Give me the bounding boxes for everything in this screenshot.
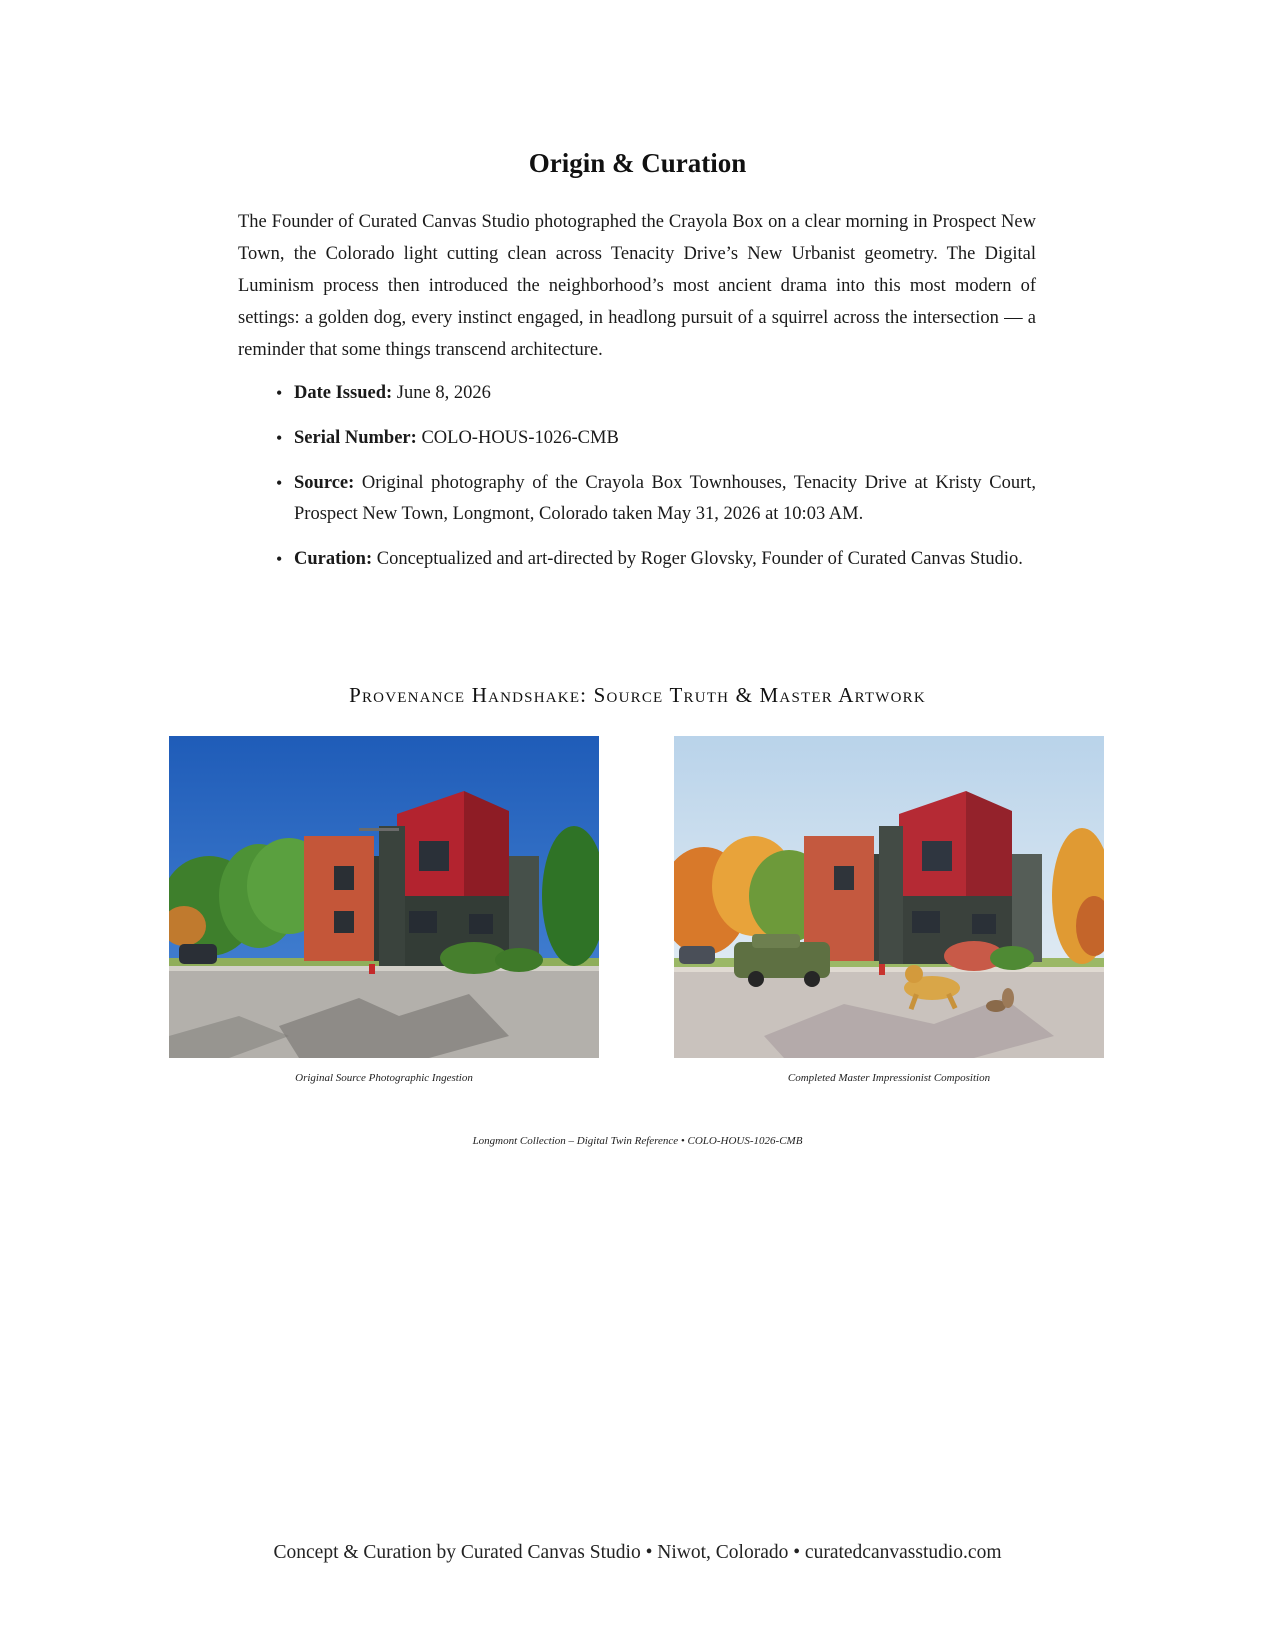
fact-value: June 8, 2026	[396, 383, 491, 403]
master-artwork	[674, 736, 1104, 1058]
fact-date-issued	[294, 378, 1036, 409]
master-artwork-figure	[674, 736, 1104, 1084]
fact-source	[294, 468, 1036, 530]
fact-serial-number	[294, 423, 1036, 454]
fact-label: Curation:	[294, 549, 373, 569]
facts-list	[294, 378, 1036, 589]
fact-label: Serial Number:	[294, 428, 417, 448]
fact-value: Conceptualized and art-directed by Roger Glovsky, Founder of Curated Canvas Studio.	[376, 549, 1023, 569]
source-photo-figure	[169, 736, 599, 1084]
fact-curation	[294, 544, 1036, 575]
source-photo	[169, 736, 599, 1058]
page-title: Origin & Curation	[528, 148, 747, 178]
page-footer: Concept & Curation by Curated Canvas Studio • Niwot, Colorado • curatedcanvasstudio.com	[273, 1542, 1002, 1563]
fact-label: Source:	[294, 473, 355, 493]
intro-paragraph: The Founder of Curated Canvas Studio photographed the Crayola Box on a clear morning in Prospect New Town, the Colorado light cutting clean across Tenacity Drive’s New Urbanist geometry. The Digital Luminism process then introduced the neighborhood’s most ancient drama into this most modern of settings: a golden dog, every instinct engaged, in headlong pursuit of a squirrel across the intersection — a reminder that some things transcend architecture.	[238, 212, 1036, 360]
collection-reference: Longmont Collection – Digital Twin Reference • COLO-HOUS-1026-CMB	[472, 1135, 803, 1147]
source-photo-caption: Original Source Photographic Ingestion	[295, 1072, 473, 1084]
master-artwork-caption: Completed Master Impressionist Composition	[787, 1072, 991, 1084]
fact-value: COLO-HOUS-1026-CMB	[421, 428, 619, 448]
fact-value: Original photography of the Crayola Box Townhouses, Tenacity Drive at Kristy Court, Prospect New Town, Longmont, Colorado taken May 31, 2026 at 10:03 AM.	[294, 473, 1036, 524]
provenance-heading: Provenance Handshake: Source Truth & Master Artwork	[349, 683, 926, 707]
fact-label: Date Issued:	[294, 383, 393, 403]
